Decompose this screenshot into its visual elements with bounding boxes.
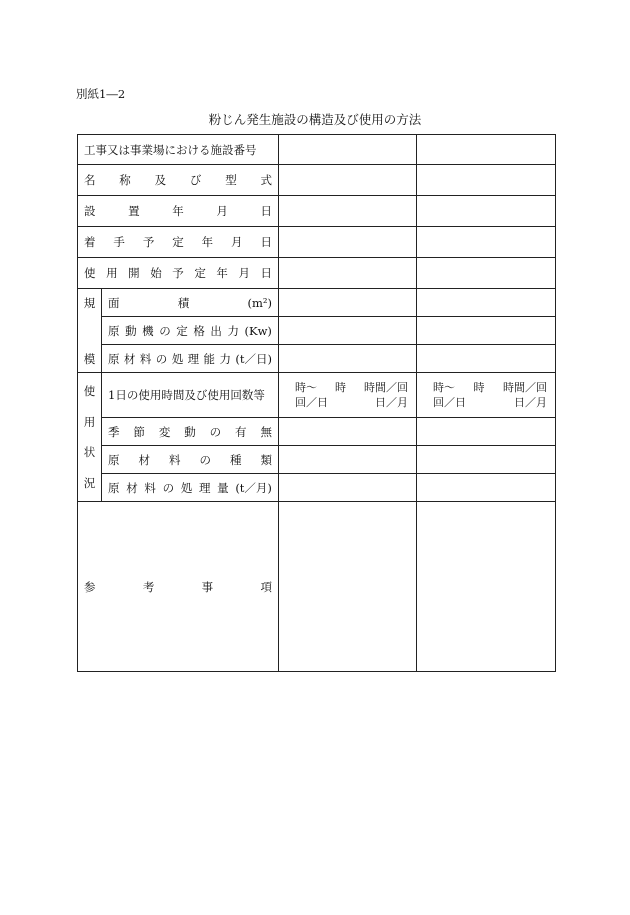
label-remarks: 参 考 事 項	[78, 502, 279, 672]
row-use-start-date	[78, 258, 556, 289]
label-motor-output: 原 動 機 の 定 格 出 力 (Kw)	[102, 317, 279, 345]
row-remarks	[78, 502, 556, 672]
facility-form-table	[77, 134, 556, 672]
input-remarks-2[interactable]	[417, 502, 556, 672]
input-material-types-2[interactable]	[417, 446, 556, 474]
label-throughput: 原 材 料 の 処 理 量 (t／月)	[102, 474, 279, 502]
label-daily-hours: 1日の使用時間及び使用回数等	[102, 373, 279, 418]
input-processing-capacity-1[interactable]	[279, 345, 417, 373]
label-install-date: 設 置 年 月 日	[78, 196, 279, 227]
row-usage-seasonal	[78, 418, 556, 446]
input-material-types-1[interactable]	[279, 446, 417, 474]
input-start-date-2[interactable]	[417, 227, 556, 258]
label-area: 面 積 (m²)	[102, 289, 279, 317]
label-usage-group: 使 用 状 況	[78, 373, 102, 502]
input-usage-hours-2[interactable]: 時〜 時 時間／回 回／日 日／月	[417, 373, 556, 418]
input-use-start-date-2[interactable]	[417, 258, 556, 289]
row-name-model	[78, 165, 556, 196]
input-motor-output-1[interactable]	[279, 317, 417, 345]
row-scale-area	[78, 289, 556, 317]
row-facility-number	[78, 135, 556, 165]
row-install-date	[78, 196, 556, 227]
label-start-date: 着 手 予 定 年 月 日	[78, 227, 279, 258]
input-facility-number-1[interactable]	[279, 135, 417, 165]
input-install-date-2[interactable]	[417, 196, 556, 227]
input-area-1[interactable]	[279, 289, 417, 317]
label-processing-capacity: 原 材 料 の 処 理 能 力 (t／日)	[102, 345, 279, 373]
document-label: 別紙1―2	[76, 87, 126, 101]
input-seasonal-variation-2[interactable]	[417, 418, 556, 446]
row-usage-material-types	[78, 446, 556, 474]
row-usage-hours	[78, 373, 556, 418]
label-name-model: 名 称 及 び 型 式	[78, 165, 279, 196]
input-processing-capacity-2[interactable]	[417, 345, 556, 373]
row-start-date	[78, 227, 556, 258]
input-name-model-2[interactable]	[417, 165, 556, 196]
input-seasonal-variation-1[interactable]	[279, 418, 417, 446]
label-seasonal-variation: 季 節 変 動 の 有 無	[102, 418, 279, 446]
label-use-start-date: 使 用 開 始 予 定 年 月 日	[78, 258, 279, 289]
input-start-date-1[interactable]	[279, 227, 417, 258]
label-scale-group: 規 模	[78, 289, 102, 373]
input-area-2[interactable]	[417, 289, 556, 317]
input-motor-output-2[interactable]	[417, 317, 556, 345]
row-scale-capacity	[78, 345, 556, 373]
label-facility-number: 工事又は事業場における施設番号	[78, 135, 279, 165]
input-use-start-date-1[interactable]	[279, 258, 417, 289]
input-throughput-2[interactable]	[417, 474, 556, 502]
row-usage-throughput	[78, 474, 556, 502]
input-remarks-1[interactable]	[279, 502, 417, 672]
row-scale-motor	[78, 317, 556, 345]
input-name-model-1[interactable]	[279, 165, 417, 196]
document-title: 粉じん発生施設の構造及び使用の方法	[208, 112, 422, 127]
input-install-date-1[interactable]	[279, 196, 417, 227]
input-facility-number-2[interactable]	[417, 135, 556, 165]
input-usage-hours-1[interactable]: 時〜 時 時間／回 回／日 日／月	[279, 373, 417, 418]
input-throughput-1[interactable]	[279, 474, 417, 502]
label-material-types: 原 材 料 の 種 類	[102, 446, 279, 474]
